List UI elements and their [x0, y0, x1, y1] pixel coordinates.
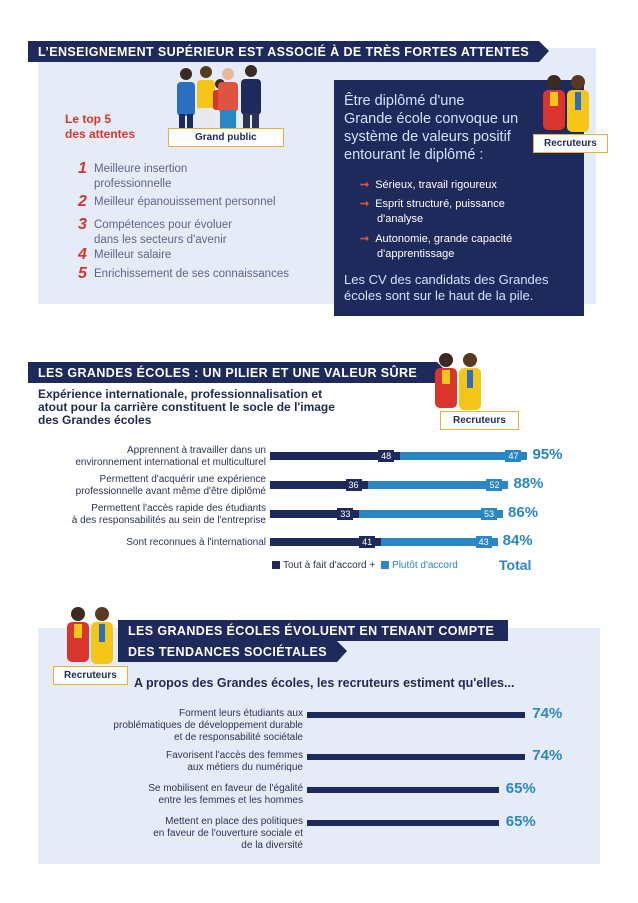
section3-subtitle: A propos des Grandes écoles, les recruteurs estiment qu'elles...: [134, 676, 515, 690]
chart2-value-label: 74%: [532, 747, 563, 764]
section2-subtitle-line1: Expérience internationale, professionnalisation et: [38, 387, 323, 401]
arrow-right-icon: ➞: [360, 198, 370, 210]
chart1-category-line: Permettent l'accès rapide des étudiants: [91, 503, 266, 514]
value-bullet-2-line1: Esprit structuré, puissance: [375, 198, 505, 210]
values-heading-line2: Grande école convoque un: [344, 111, 519, 127]
item-3-text: [94, 218, 232, 248]
chart2-value-label: 65%: [505, 813, 536, 830]
chart1-value-label: 48: [378, 450, 394, 462]
value-bullet-1-line1: Sérieux, travail rigoureux: [375, 179, 497, 191]
item-3-number: 3: [78, 216, 87, 233]
chart1-category-line: Permettent d'acquérir une expérience: [99, 474, 266, 485]
chart2-category-label: [166, 750, 303, 774]
arrow-right-icon: ➞: [360, 233, 370, 245]
legend-dark-label: Tout à fait d'accord +: [283, 560, 376, 571]
values-heading-line1: Être diplômé d'une: [344, 93, 465, 109]
values-footer-line2: écoles sont sur le haut de la pile.: [344, 288, 534, 303]
chart1-category-label: [126, 537, 266, 549]
chart2-category-label: [153, 816, 303, 852]
chart1-legend: [272, 560, 458, 571]
chart2-bar: [307, 754, 525, 760]
chart1-category-line: Sont reconnues à l'international: [126, 537, 266, 548]
chart2-category-line: et de responsabilité sociétale: [174, 732, 303, 743]
top5-title: [65, 112, 135, 142]
section3-title-line1: LES GRANDES ÉCOLES ÉVOLUENT EN TENANT COMPTE: [118, 620, 508, 641]
section2-title: LES GRANDES ÉCOLES : UN PILIER ET UNE VALEUR SÛRE: [28, 362, 437, 383]
item-1-number: 1: [78, 160, 87, 177]
recruiters-illustration: [536, 72, 598, 136]
chart2-bar: [307, 787, 499, 793]
recruiters-badge-2: Recruteurs: [440, 411, 519, 430]
chart1-category-label: [76, 474, 266, 498]
item-3-line2: dans les secteurs d'avenir: [94, 234, 227, 246]
legend-light-swatch: [381, 561, 389, 569]
item-1-line1: Meilleure insertion: [94, 163, 188, 175]
chart1-value-label: 47: [505, 450, 521, 462]
value-bullet-2: [360, 197, 505, 227]
item-4-text: Meilleur salaire: [94, 249, 172, 261]
section3-title-line2: DES TENDANCES SOCIÉTALES: [118, 641, 337, 662]
item-4-number: 4: [78, 246, 87, 263]
chart1-value-label: 36: [346, 479, 362, 491]
chart1-category-label: [72, 503, 266, 527]
chart2-category-label: [148, 783, 303, 807]
values-footer: [344, 272, 549, 304]
recruiters-illustration: [428, 350, 490, 414]
item-3-line1: Compétences pour évoluer: [94, 219, 233, 231]
chart1-total-label: 95%: [532, 446, 563, 463]
section2-subtitle: [38, 388, 335, 427]
legend-light-label: Plutôt d'accord: [392, 560, 458, 571]
chart1-total-label: 86%: [508, 504, 539, 521]
chart2-bar: [307, 820, 499, 826]
chart2-category-line: en faveur de l'ouverture sociale et: [153, 828, 303, 839]
item-2-text: Meilleur épanouissement personnel: [94, 196, 276, 208]
value-bullet-3: [360, 232, 512, 262]
chart1-category-label: [75, 445, 266, 469]
item-1-text: [94, 162, 187, 192]
chart1-category-line: professionnelle avant même d'être diplômé: [75, 486, 266, 497]
top5-title-line2: des attentes: [65, 127, 136, 141]
values-heading-line3: système de valeurs positif: [344, 129, 511, 145]
chart1-value-label: 33: [337, 508, 353, 520]
values-heading: [344, 92, 518, 164]
value-bullet-3-line2: d'apprentissage: [377, 248, 455, 260]
value-bullet-3-line1: Autonomie, grande capacité: [375, 233, 513, 245]
section2-subtitle-line3: des Grandes écoles: [38, 413, 152, 427]
item-5-text: Enrichissement de ses connaissances: [94, 268, 289, 280]
top5-title-line1: Le top 5: [65, 112, 112, 126]
values-footer-line1: Les CV des candidats des Grandes: [344, 272, 549, 287]
chart2-value-label: 65%: [505, 780, 536, 797]
chart2-category-line: Mettent en place des politiques: [165, 816, 303, 827]
chart1-value-label: 53: [481, 508, 497, 520]
chart2-category-line: entre les femmes et les hommes: [158, 795, 303, 806]
chart2-category-line: Se mobilisent en faveur de l'égalité: [148, 783, 303, 794]
grand-public-badge: Grand public: [168, 128, 284, 147]
chart1-value-label: 41: [359, 536, 375, 548]
value-bullet-2-line2: d'analyse: [377, 213, 424, 225]
chart1-category-line: Apprennent à travailler dans un: [127, 445, 266, 456]
recruiters-badge-3: Recruteurs: [53, 666, 128, 685]
chart2-value-label: 74%: [532, 705, 563, 722]
recruiters-illustration: [60, 604, 122, 668]
chart1-total-label: 84%: [502, 532, 533, 549]
arrow-right-icon: ➞: [360, 179, 370, 191]
values-heading-line4: entourant le diplômé :: [344, 147, 484, 163]
section1-title: L’ENSEIGNEMENT SUPÉRIEUR EST ASSOCIÉ À DE TRÈS FORTES ATTENTES: [28, 41, 539, 62]
chart1-total-label: 88%: [513, 475, 544, 492]
section2-subtitle-line2: atout pour la carrière constituent le socle de l'image: [38, 400, 335, 414]
chart1-category-line: environnement international et multiculturel: [75, 457, 266, 468]
item-2-number: 2: [78, 193, 87, 210]
chart2-category-line: problématiques de développement durable: [113, 720, 303, 731]
recruiters-badge-1: Recruteurs: [533, 134, 608, 153]
chart2-category-line: Favorisent l'accès des femmes: [166, 750, 303, 761]
item-1-line2: professionnelle: [94, 178, 172, 190]
chart2-category-label: [113, 708, 303, 744]
chart1-value-label: 52: [486, 479, 502, 491]
chart1-category-line: à des responsabilités au sein de l'entreprise: [71, 515, 266, 526]
item-5-number: 5: [78, 265, 87, 282]
chart2-category-line: Forment leurs étudiants aux: [179, 708, 303, 719]
legend-dark-swatch: [272, 561, 280, 569]
value-bullet-1: [360, 178, 497, 193]
chart1-value-label: 43: [476, 536, 492, 548]
chart2-category-line: de la diversité: [241, 840, 303, 851]
grand-public-illustration: [172, 62, 276, 130]
chart2-category-line: aux métiers du numérique: [187, 762, 303, 773]
total-label: Total: [499, 557, 532, 573]
chart2-bar: [307, 712, 525, 718]
